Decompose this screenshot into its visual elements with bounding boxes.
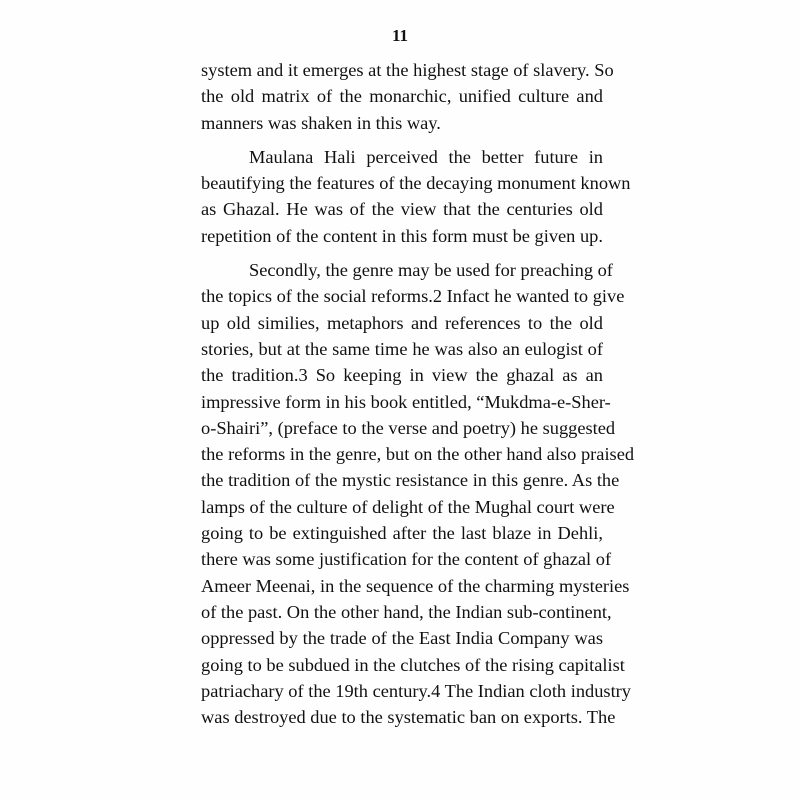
text-line: Ameer Meenai, in the sequence of the charming mysteries [201, 575, 630, 596]
text-line: patriachary of the 19th century.4 The Indian cloth industry [201, 680, 632, 701]
text-line: going to be subdued in the clutches of the rising capitalist [201, 654, 625, 675]
text-line: the reforms in the genre, but on the other hand also praised [201, 444, 635, 465]
text-line: was destroyed due to the systematic ban on exports. The [201, 707, 616, 728]
text-line: there was some justification for the content of ghazal of [201, 549, 612, 570]
text-line: repetition of the content in this form must be given up. [201, 225, 603, 246]
text-line: the old matrix of the monarchic, unified culture and [201, 86, 603, 107]
text-line: system and it emerges at the highest stage of slavery. So [201, 60, 614, 80]
text-line: manners was shaken in this way. [201, 112, 441, 133]
text-line: lamps of the culture of delight of the Mughal court were [201, 496, 615, 517]
text-line: the topics of the social reforms.2 Infact he wanted to give [201, 286, 625, 307]
text-line: going to be extinguished after the last blaze in Dehli, [201, 523, 603, 544]
text-line: o-Shairi”, (preface to the verse and poetry) he suggested [201, 417, 616, 438]
text-line: the tradition.3 So keeping in view the ghazal as an [201, 365, 603, 386]
body-text [201, 57, 635, 730]
text-line: the tradition of the mystic resistance in this genre. As the [201, 470, 620, 491]
text-line: of the past. On the other hand, the Indian sub-continent, [201, 601, 612, 622]
text-line: oppressed by the trade of the East India Company was [201, 628, 603, 649]
text-line: impressive form in his book entitled, “Mukdma-e-Sher- [201, 391, 611, 412]
text-line: beautifying the features of the decaying monument known [201, 173, 631, 194]
text-line: stories, but at the same time he was also an eulogist of [201, 338, 603, 359]
text-line: Secondly, the genre may be used for preaching of [249, 260, 613, 281]
text-line: up old similies, metaphors and references to the old [201, 312, 603, 333]
text-line: as Ghazal. He was of the view that the centuries old [201, 199, 603, 220]
text-line: Maulana Hali perceived the better future in [249, 146, 603, 167]
page-number: 11 [391, 26, 409, 45]
